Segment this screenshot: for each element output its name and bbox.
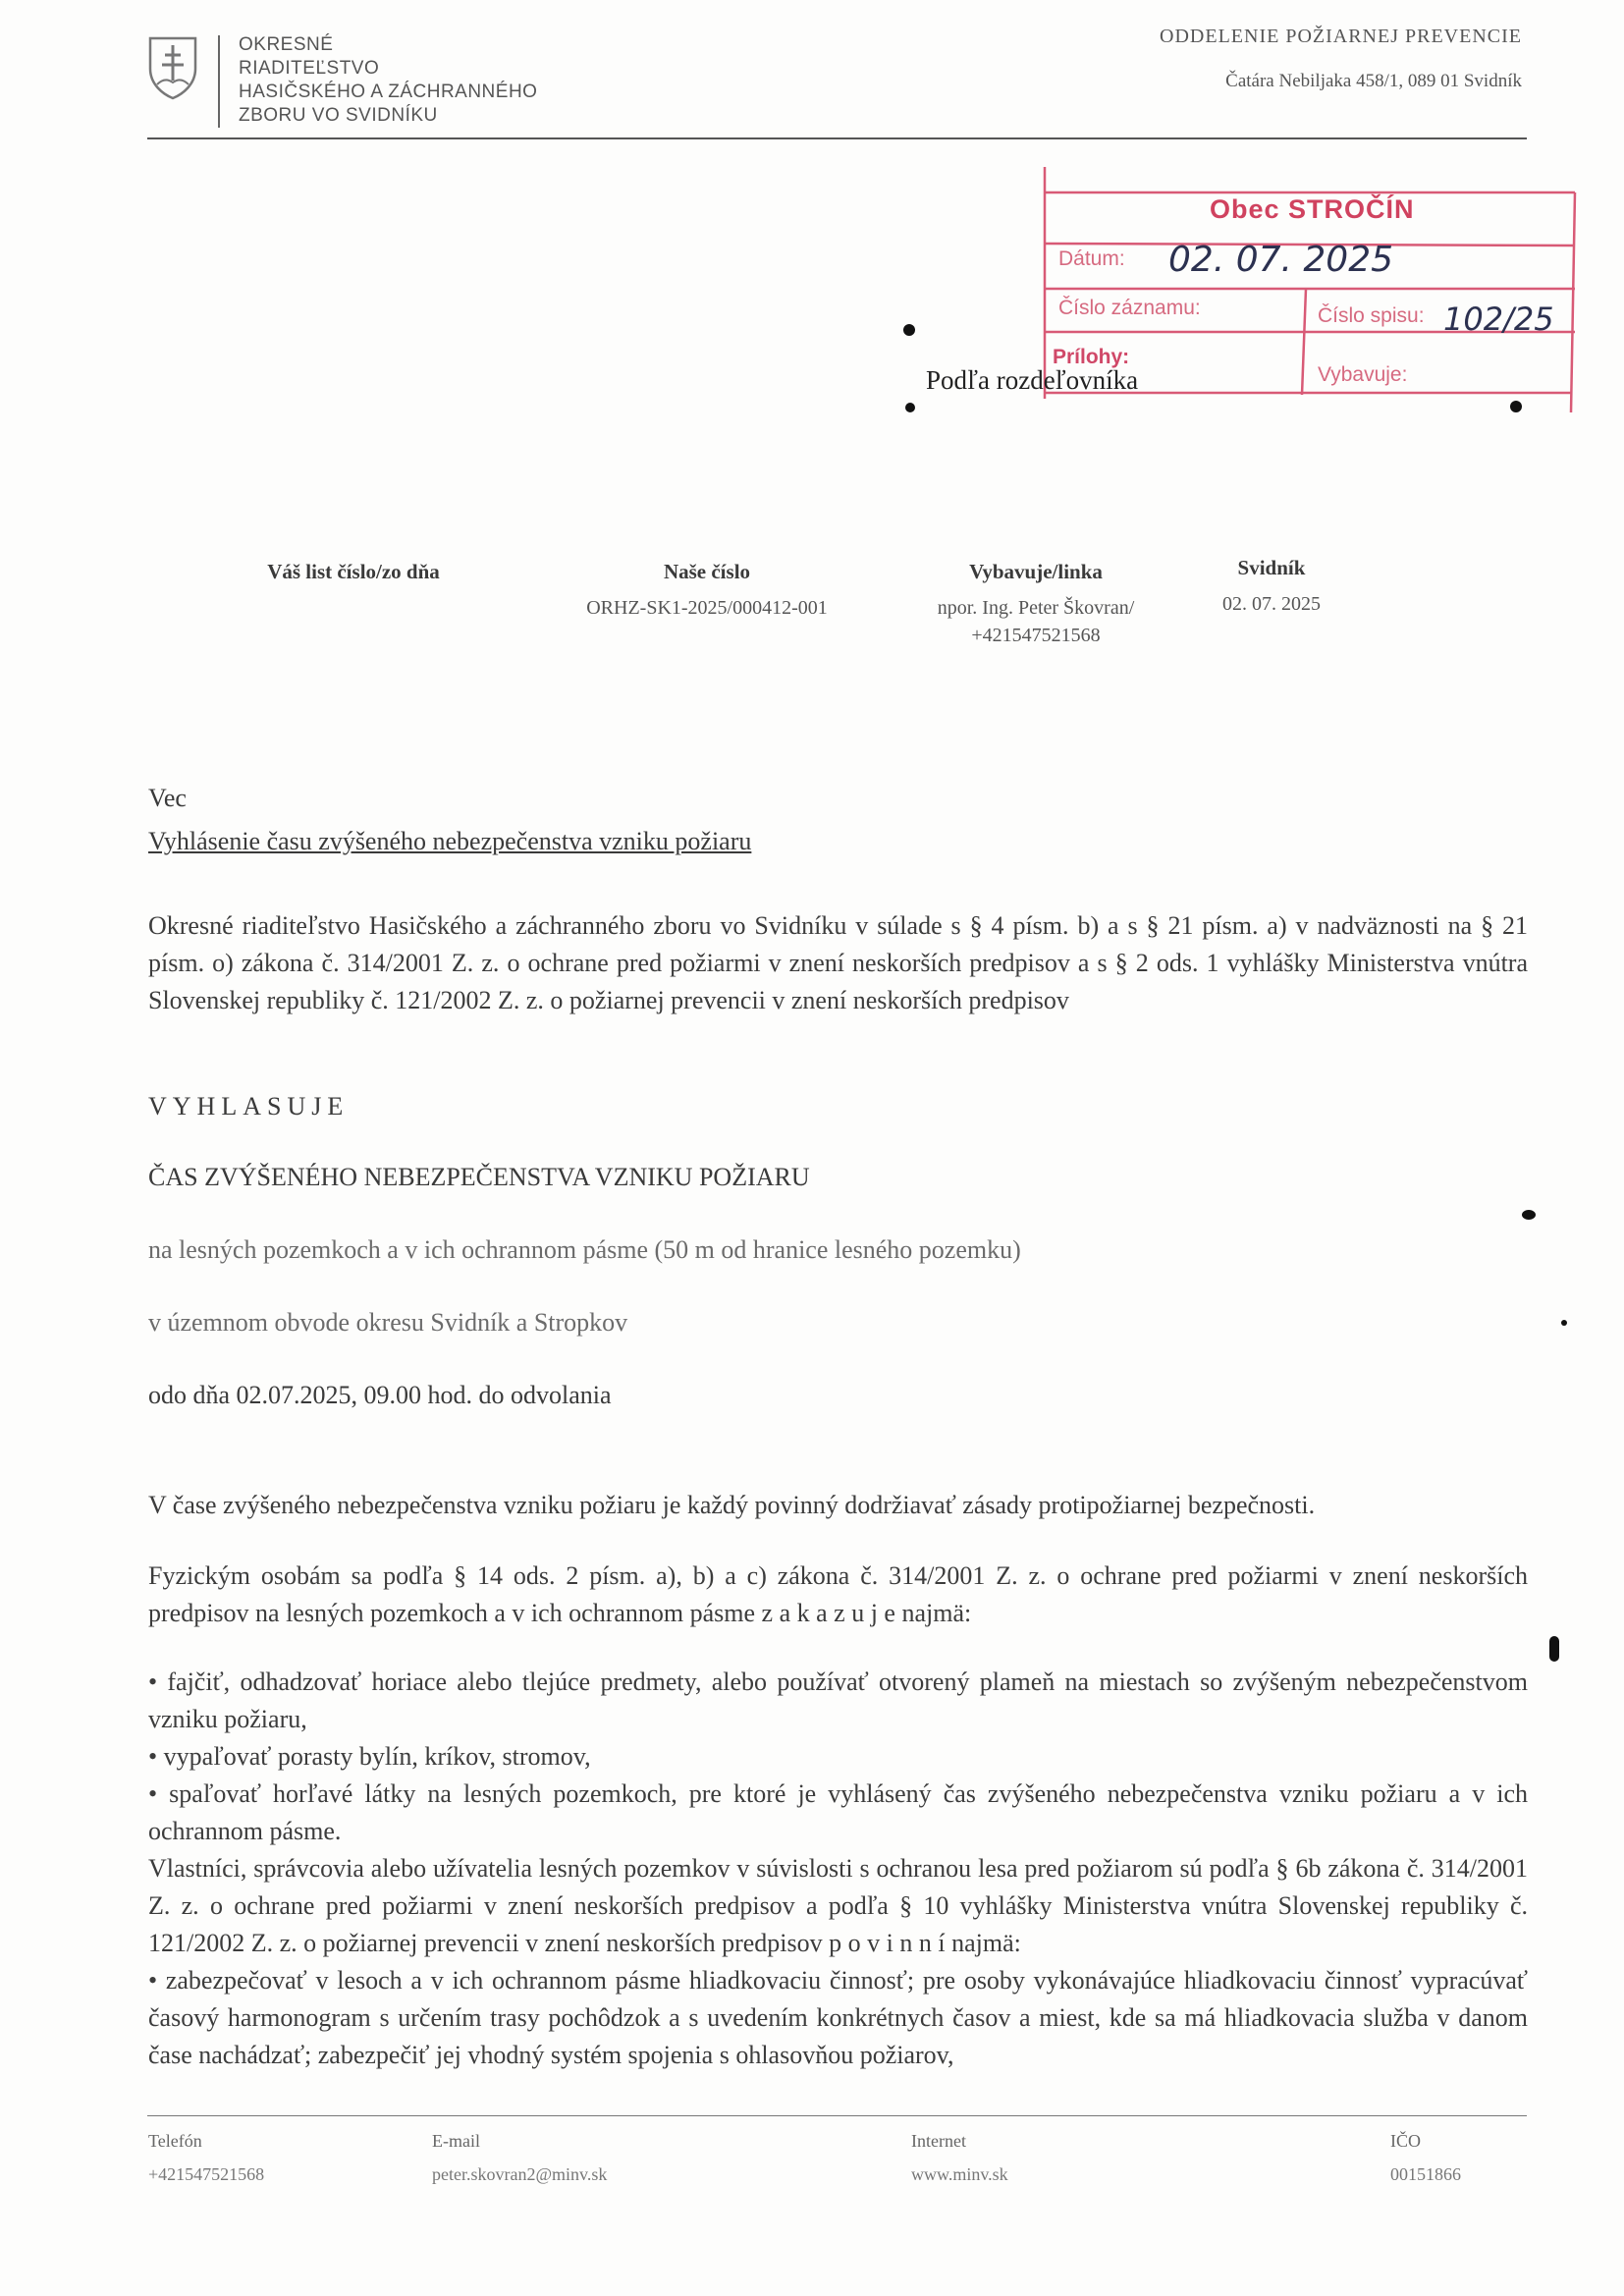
scan-speck [1522, 1210, 1536, 1220]
org-line: ZBORU VO SVIDNÍKU [239, 105, 438, 126]
stamp-date-label: Dátum: [1058, 247, 1125, 270]
department-name: ODDELENIE POŽIARNEJ PREVENCIE [1160, 26, 1522, 47]
coat-of-arms-icon [147, 35, 198, 100]
declares-heading: VYHLASUJE [148, 1092, 350, 1121]
stamp-date-value: 02. 07. 2025 [1168, 240, 1394, 280]
scan-speck [1549, 1636, 1559, 1662]
owners-paragraph: Vlastníci, správcovia alebo užívatelia lesných pozemkov v súvislosti s ochranou lesa pred požiarom sú podľa § 6b zákona č. 314/2001 Z. z. o ochrane pred požiarmi v znení neskorších predpisov a podľa § 10 vyhlášky Ministerstva vnútra Slovenskej republiky č. 121/2002 Z. z. o požiarnej prevencii v znení neskorších predpisov p o v i n n í najmä: [148, 1854, 1528, 1957]
subject-title: Vyhlásenie času zvýšeného nebezpečenstva vzniku požiaru [148, 827, 752, 855]
footer-ico-label: IČO [1390, 2131, 1421, 2151]
scope-period: odo dňa 02.07.2025, 09.00 hod. do odvolania [148, 1381, 612, 1409]
scope-district: v územnom obvode okresu Svidník a Stropkov [148, 1308, 628, 1337]
org-line: HASIČSKÉHO A ZÁCHRANNÉHO [239, 82, 538, 102]
footer-ico-value: 00151866 [1390, 2164, 1461, 2184]
handler-phone: +421547521568 [971, 625, 1101, 646]
footer-internet-label: Internet [911, 2131, 966, 2151]
natural-persons-paragraph: Fyzickým osobám sa podľa § 14 ods. 2 písm. a), b) a c) zákona č. 314/2001 Z. z. o ochrane pred požiarmi v znení neskorších predpisov na lesných pozemkoch a v ich ochrannom pásme z a k a z u j e najmä: [148, 1561, 1528, 1627]
our-number-label: Naše číslo [663, 560, 751, 583]
stamp-handler-label: Vybavuje: [1318, 363, 1408, 386]
footer-rule [147, 2115, 1527, 2116]
organization-name [239, 33, 537, 128]
intro-paragraph: Okresné riaditeľstvo Hasičského a záchranného zboru vo Svidníku v súlade s § 4 písm. b) a s § 21 písm. a) v nadväznosti na § 21 písm. o) zákona č. 314/2001 Z. z. o ochrane pred požiarmi v znení neskorších predpisov a s § 2 ods. 1 vyhlášky Ministerstva vnútra Slovenskej republiky č. 121/2002 Z. z. o požiarnej prevencii v znení neskorších predpisov [148, 911, 1528, 1014]
prohibition-bullet: • vypaľovať porasty bylín, kríkov, stromov, [148, 1742, 591, 1771]
stamp-attachments-label: Prílohy: [1053, 346, 1130, 368]
your-letter-label: Váš list číslo/zo dňa [267, 560, 440, 583]
handler-name: npor. Ing. Peter Škovran/ [937, 597, 1135, 619]
stamp-file-value: 102/25 [1443, 301, 1554, 338]
footer-phone-label: Telefón [148, 2131, 202, 2151]
department-address: Čatára Nebiljaka 458/1, 089 01 Svidník [1225, 71, 1522, 91]
stamp-file-label: Číslo spisu: [1318, 304, 1425, 327]
org-line: RIADITEĽSTVO [239, 58, 380, 79]
footer-email-value: peter.skovran2@minv.sk [432, 2164, 608, 2184]
footer-internet-value: www.minv.sk [911, 2164, 1008, 2184]
footer-email-label: E-mail [432, 2131, 480, 2151]
scope-area: na lesných pozemkoch a v ich ochrannom pásme (50 m od hranice lesného pozemku) [148, 1235, 1021, 1264]
subject-label: Vec [148, 784, 187, 812]
handler-label: Vybavuje/linka [969, 560, 1103, 583]
owners-bullet: • zabezpečovať v lesoch a v ich ochrannom pásme hliadkovaciu činnosť; pre osoby vykonávajúce hliadkovaciu činnosť vypracúvať časový harmonogram s určením trasy pochôdzok a s uvedením konkrétnych časov a miest, kde sa má hliadkovacia služba v danom čase nachádzať; zabezpečiť jej vhodný systém spojenia s ohlasovňou požiarov, [148, 1966, 1528, 2069]
duty-paragraph: V čase zvýšeného nebezpečenstva vzniku požiaru je každý povinný dodržiavať zásady protipožiarnej bezpečnosti. [148, 1491, 1316, 1519]
prohibition-bullet: • spaľovať horľavé látky na lesných pozemkoch, pre ktoré je vyhlásený čas zvýšeného nebezpečenstva vzniku požiaru a v ich ochrannom pásme. [148, 1779, 1528, 1845]
main-heading: ČAS ZVÝŠENÉHO NEBEZPEČENSTVA VZNIKU POŽIARU [148, 1163, 810, 1191]
stamp-registration-label: Číslo záznamu: [1058, 297, 1201, 319]
scan-speck [1561, 1320, 1567, 1326]
footer-phone-value: +421547521568 [148, 2164, 265, 2184]
header-rule [147, 137, 1527, 139]
org-line: OKRESNÉ [239, 34, 334, 55]
scan-speck [903, 324, 915, 336]
our-number-value: ORHZ-SK1-2025/000412-001 [586, 597, 828, 619]
scan-speck [905, 403, 915, 412]
prohibition-bullet: • fajčiť, odhadzovať horiace alebo tlejúce predmety, alebo používať otvorený plameň na miestach so zvýšeným nebezpečenstvom vzniku požiaru, [148, 1667, 1528, 1733]
place-label: Svidník [1237, 556, 1306, 579]
scan-speck [1510, 401, 1522, 412]
document-date: 02. 07. 2025 [1222, 593, 1321, 615]
header-separator [218, 35, 220, 128]
recipient: Podľa rozdeľovníka [926, 365, 1139, 395]
stamp-title: Obec STROČÍN [1210, 194, 1415, 224]
